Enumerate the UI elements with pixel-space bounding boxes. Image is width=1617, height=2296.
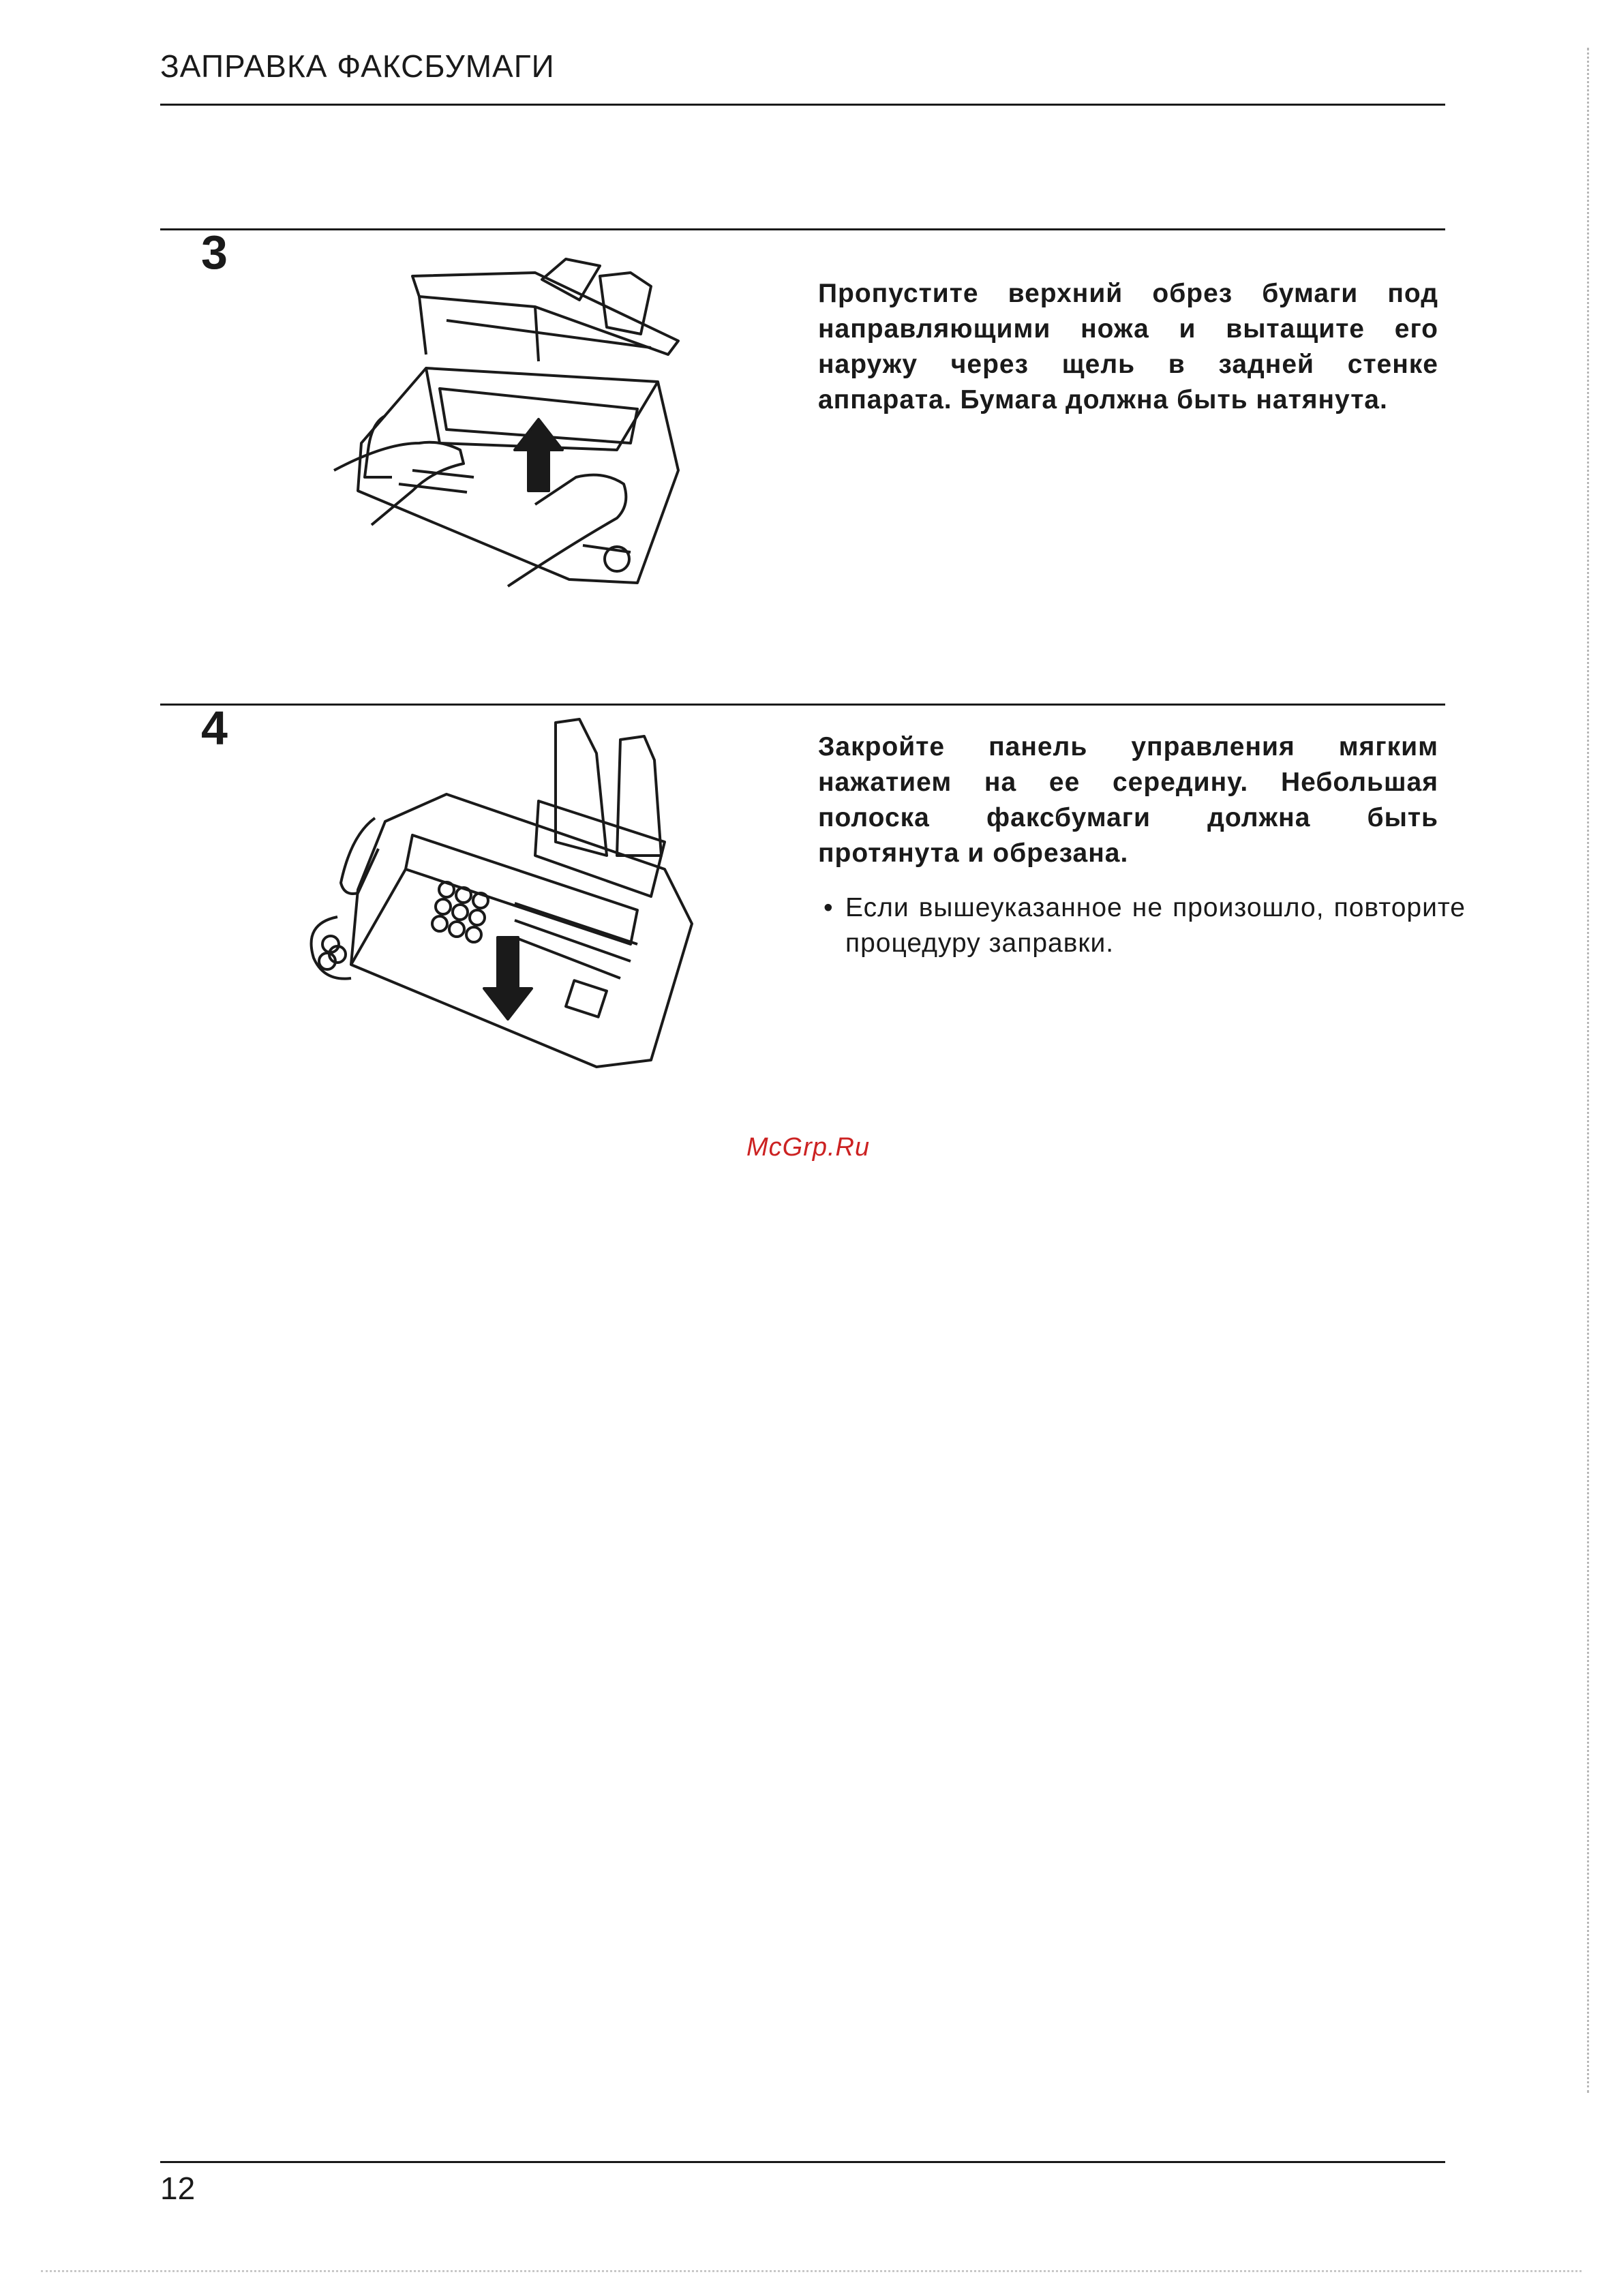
step-3-rule xyxy=(160,228,1445,230)
step-3-instruction: Пропустите верхний обрез бумаги под направляющими ножа и вытащите его наружу через щель в задней стенке аппарата. Бумага должна быть натянута. xyxy=(818,279,1438,414)
step-4-number: 4 xyxy=(201,701,228,755)
bullet-dot: • xyxy=(823,893,834,922)
step-4-note-text: Если вышеуказанное не произошло, повторите процедуру заправки. xyxy=(845,893,1466,958)
step-4-instruction: Закройте панель управления мягким нажатием на ее середину. Небольшая полоска факсбумаги должна быть протянута и обрезана. xyxy=(818,732,1438,868)
step-4-rule xyxy=(160,704,1445,706)
step-4-note xyxy=(818,890,1466,961)
page-title: ЗАПРАВКА ФАКСБУМАГИ xyxy=(160,48,555,84)
footer-rule xyxy=(160,2161,1445,2163)
header-rule xyxy=(160,104,1445,106)
page-number: 12 xyxy=(160,2171,196,2206)
step-4-illustration xyxy=(310,719,706,1074)
scan-edge-dots xyxy=(1587,48,1589,2093)
scan-bottom-dots xyxy=(41,2270,1582,2272)
watermark: McGrp.Ru xyxy=(746,1133,871,1162)
step-3-number: 3 xyxy=(201,226,228,279)
step-3-illustration xyxy=(331,245,685,600)
